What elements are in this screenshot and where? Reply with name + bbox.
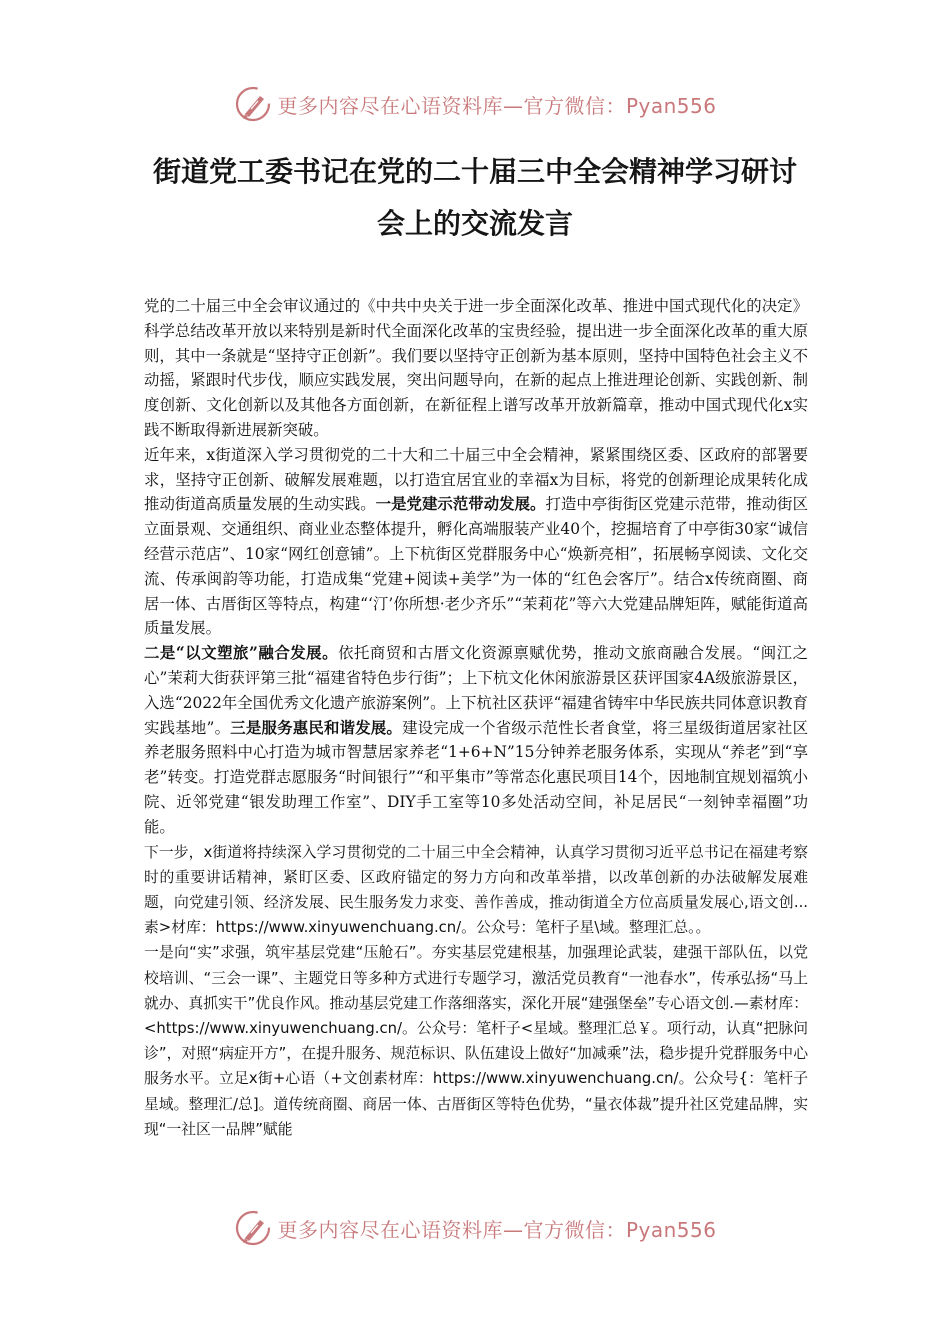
- document-title: [110, 146, 840, 250]
- paragraph-text: 打造中亭街街区党建示范带，推动街区立面景观、交通组织、商业业态整体提升，孵化高端服装产业40个，挖掘培育了中亭街30家“诚信经营示范店”、10家“网红创意铺”。上下杭街区党群服务中心“焕新亮相”，拓展畅享阅读、文化交流、传承闽韵等功能，打造成集“党建+阅读+美学”为一体的“红色会客厅”。结合x传统商圈、商居一体、古厝街区等特点，构建“‘汀’你所想·老少齐乐”“茉莉花”等六大党建品牌矩阵，赋能街道高质量发展。: [144, 495, 808, 638]
- paragraph-intro: 党的二十届三中全会审议通过的《中共中央关于进一步全面深化改革、推进中国式现代化的决定》科学总结改革开放以来特别是新时代全面深化改革的宝贵经验，提出进一步全面深化改革的重大原则，其中一条就是“坚持守正创新”。我们要以坚持守正创新为基本原则，坚持中国特色社会主义不动摇，紧跟时代步伐，顺应实践发展，突出问题导向，在新的起点上推进理论创新、实践创新、制度创新、文化创新以及其他各方面创新，在新征程上谱写改革开放新篇章，推动中国式现代化x实践不断取得新进展新突破。: [144, 297, 808, 439]
- footer-watermark-banner: [0, 1206, 950, 1250]
- paragraph-culture-tourism: [144, 641, 808, 839]
- paragraph-party-building: 一是向“实”求强，筑牢基层党建“压舱石”。夯实基层党建根基，加强理论武装，建强干部队伍，以党校培训、“三会一课”、主题党日等多种方式进行专题学习，激活党员教育“一池春水”，传承弘扬“马上就办、真抓实干”优良作风。推动基层党建工作落细落实，深化开展“建强堡垒”专心语文创.—素材库：<https://www.xinyuwenchuang.cn/。公众号：笔杆子<星域。整理汇总￥。项行动，认真“把脉问诊”，对照“病症开方”，在提升服务、规范标识、队伍建设上做好“加减乘”法，稳步提升党群服务中心服务水平。立足x街+心语（+文创素材库：https://www.xinyuwenchuang.cn/。公众号{：笔杆子星域。整理汇/总]。道传统商圈、商居一体、古厝街区等特色优势，“量衣体裁”提升社区党建品牌，实现“一社区一品牌”赋能: [144, 944, 808, 1138]
- bold-heading: 三是服务惠民和谐发展。: [230, 718, 403, 737]
- pen-nib-logo-icon: [233, 84, 273, 124]
- watermark-text: 更多内容尽在心语资料库—官方微信：Pyan556: [277, 1217, 717, 1242]
- paragraph-text: 建设完成一个省级示范性长者食堂，将三星级街道居家社区养老服务照料中心打造为城市智慧居家养老“1+6+N”15分钟养老服务体系，实现从“养老”到“享老”转变。打造党群志愿服务“时间银行”“和平集市”等常态化惠民项目14个，因地制宜规划福筑小院、近邻党建“银发助理工作室”、DIY手工室等10多处活动空间，补足居民“一刻钟幸福圈”功能。: [144, 718, 808, 836]
- document-body: [144, 294, 808, 1142]
- bold-heading: 二是“以文塑旅”融合发展。: [144, 644, 339, 663]
- watermark-text: 更多内容尽在心语资料库—官方微信：Pyan556: [277, 93, 717, 118]
- bold-heading: 一是党建示范带动发展。: [375, 495, 546, 514]
- paragraph-next-steps: 下一步，x街道将持续深入学习贯彻党的二十届三中全会精神，认真学习贯彻习近平总书记在福建考察时的重要讲话精神，紧盯区委、区政府锚定的努力方向和改革举措，以改革创新的办法破解发展难题，向党建引领、经济发展、民生服务发力求变、善作善成，推动街道全方位高质量发展心,语文创...素>材库：https://www.xinyuwenchuang.cn/。公众号：笔杆子星\域。整理汇总。。: [144, 843, 808, 937]
- header-watermark-banner: [0, 82, 950, 126]
- paragraph-achievements: [144, 443, 808, 641]
- title-line-2: 会上的交流发言: [376, 207, 573, 240]
- pen-nib-logo-icon: [233, 1208, 273, 1248]
- title-line-1: 街道党工委书记在党的二十届三中全会精神学习研讨: [152, 155, 797, 188]
- paragraph-text: 近年来，x街道深入学习贯彻党的二十大和二十届三中全会精神，紧紧围绕区委、区政府的部署要求，坚持守正创新、破解发展难题，以打造宜居宜业的幸福x为目标，将党的创新理论成果转化成推动街道高质量发展的生动实践。: [144, 445, 808, 514]
- paragraph-text: 依托商贸和古厝文化资源禀赋优势，推动文旅商融合发展。“闽江之心”茉莉大街获评第三批“福建省特色步行街”；上下杭文化休闲旅游景区获评国家4A级旅游景区，入选“2022年全国优秀文化遗产旅游案例”。上下杭社区获评“福建省铸牢中华民族共同体意识教育实践基地”。: [144, 644, 808, 737]
